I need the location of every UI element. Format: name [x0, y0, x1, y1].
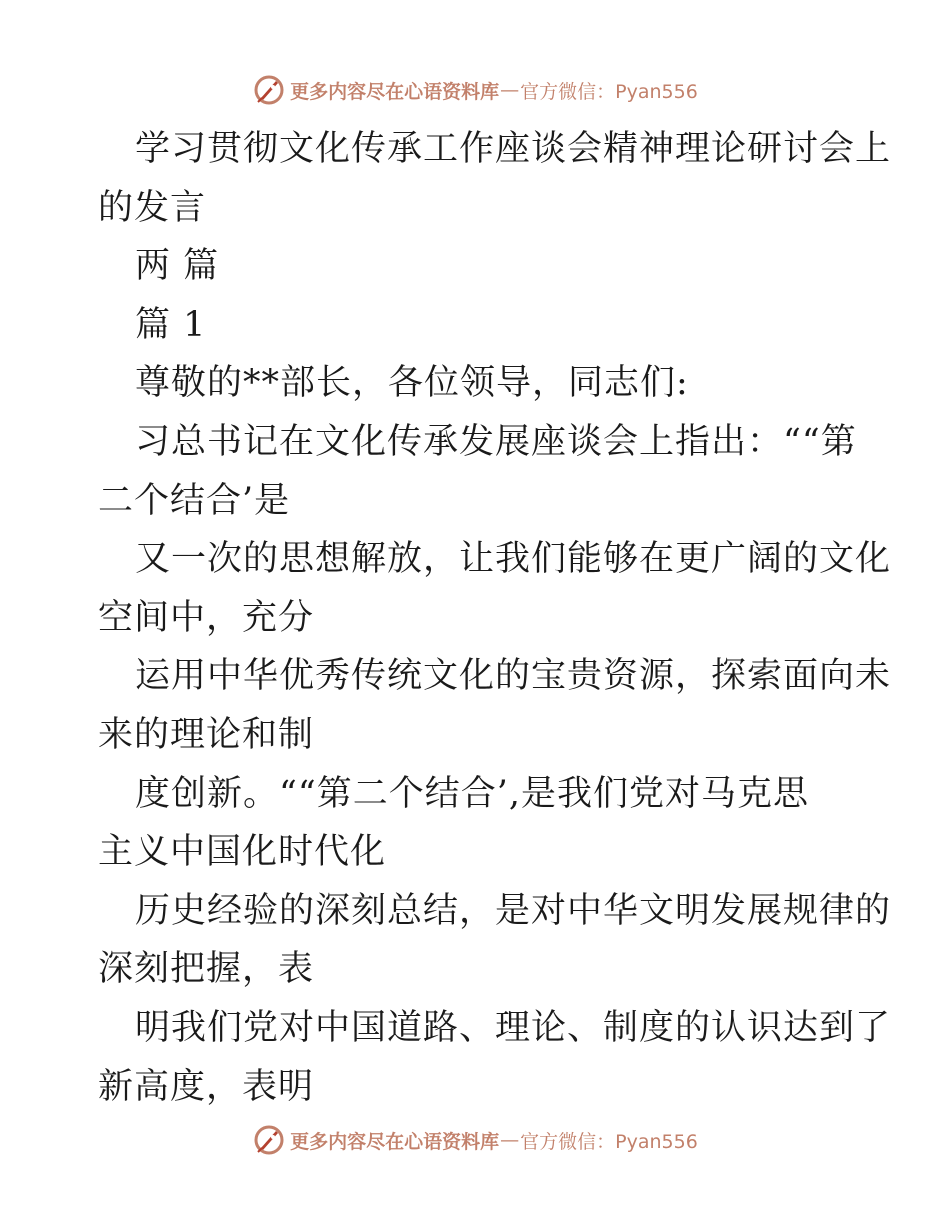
- document-line: 来的理论和制: [98, 714, 315, 755]
- footer-brand-text: 更多内容尽在心语资料库: [290, 1130, 500, 1153]
- header-dash: —: [500, 79, 520, 101]
- document-line: 运用中华优秀传统文化的宝贵资源，探索面向未: [135, 656, 892, 697]
- header-brand-text: 更多内容尽在心语资料库: [290, 80, 500, 103]
- document-line: 尊敬的**部长，各位领导，同志们:: [135, 363, 689, 404]
- footer-watermark: [0, 1120, 950, 1160]
- document-line: 深刻把握，表: [98, 949, 315, 990]
- footer-wechat-text: 官方微信：Pyan556: [520, 1130, 698, 1153]
- quill-logo-icon: [252, 73, 286, 107]
- header-wechat-text: 官方微信：Pyan556: [520, 80, 698, 103]
- document-line: 明我们党对中国道路、理论、制度的认识达到了: [135, 1007, 892, 1048]
- document-line: 主义中国化时代化: [98, 832, 387, 873]
- document-line: 历史经验的深刻总结，是对中华文明发展规律的: [135, 890, 892, 931]
- document-line: 空间中，充分: [98, 597, 315, 638]
- document-line: 篇 1: [135, 304, 207, 345]
- document-line: 新高度，表明: [98, 1066, 315, 1107]
- document-line: 两 篇: [135, 246, 220, 287]
- document-line: 度创新。““第二个结合’,是我们党对马克思: [135, 773, 810, 814]
- document-line: 学习贯彻文化传承工作座谈会精神理论研讨会上: [135, 129, 892, 169]
- document-line: 的发言: [98, 187, 207, 228]
- footer-dash: —: [500, 1129, 520, 1151]
- document-line: 习总书记在文化传承发展座谈会上指出：““第: [135, 421, 857, 462]
- quill-logo-icon: [252, 1123, 286, 1157]
- document-line: 又一次的思想解放，让我们能够在更广阔的文化: [135, 539, 892, 580]
- document-body: [98, 120, 892, 1116]
- document-line: 二个结合’是: [98, 480, 291, 521]
- header-watermark: [0, 70, 950, 110]
